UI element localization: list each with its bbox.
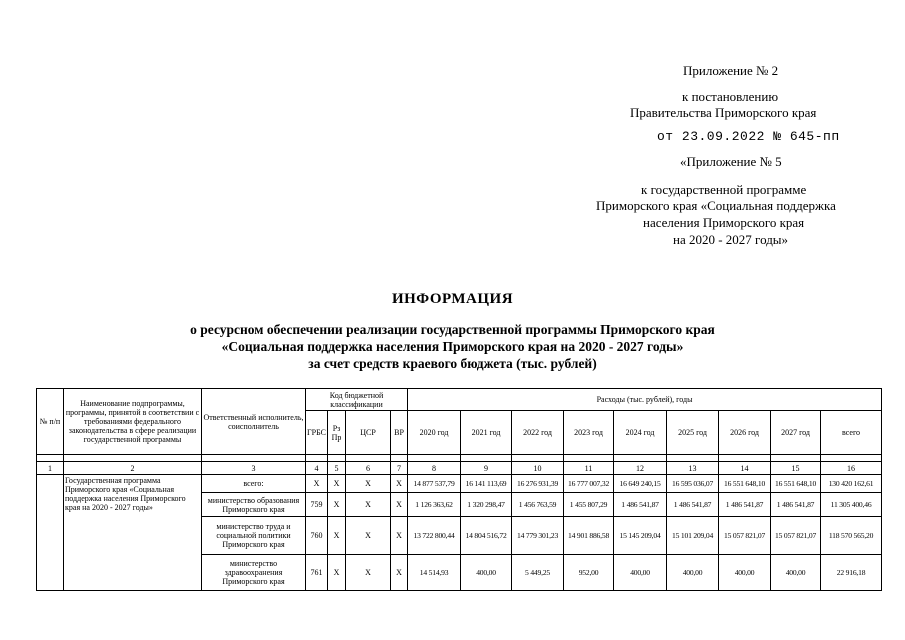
column-number: 7: [391, 462, 408, 475]
value-cell: 16 551 648,10: [771, 475, 821, 493]
spacer-row: [37, 455, 882, 462]
column-number: 5: [328, 462, 346, 475]
column-number: 11: [564, 462, 614, 475]
row-number-cell: [37, 475, 64, 591]
subtitle-line2: «Социальная поддержка населения Приморского края на 2020 - 2027 годы»: [221, 339, 684, 354]
program-name-line3: на 2020 - 2027 годы»: [673, 232, 789, 247]
col-header-name: Наименование подпрограммы, программы, принятой в соответствии с требованиями федерального законодательства в сфере реализации государственной программы: [64, 389, 202, 455]
column-number: 9: [461, 462, 512, 475]
value-cell: 400,00: [771, 555, 821, 591]
csr-cell: X: [346, 517, 391, 555]
resource-table: [36, 388, 882, 591]
value-cell: 1 456 763,59: [512, 493, 564, 517]
col-header-year: 2024 год: [614, 411, 667, 455]
government-label: Правительства Приморского края: [630, 105, 817, 120]
vr-cell: X: [391, 555, 408, 591]
total-cell: 11 305 400,46: [821, 493, 882, 517]
csr-cell: X: [346, 555, 391, 591]
value-cell: 14 804 516,72: [461, 517, 512, 555]
col-header-num: № п/п: [37, 389, 64, 455]
col-header-expenses: Расходы (тыс. рублей), годы: [408, 389, 882, 411]
vr-cell: X: [391, 493, 408, 517]
value-cell: 400,00: [461, 555, 512, 591]
value-cell: 1 455 807,29: [564, 493, 614, 517]
document-title: ИНФОРМАЦИЯ: [391, 291, 514, 307]
column-number: 10: [512, 462, 564, 475]
value-cell: 1 320 298,47: [461, 493, 512, 517]
appendix-quote-label: «Приложение № 5: [680, 154, 782, 169]
rzpr-cell: X: [328, 493, 346, 517]
executor-cell: министерство образования Приморского края: [202, 493, 306, 517]
value-cell: 400,00: [614, 555, 667, 591]
value-cell: 15 101 209,04: [667, 517, 719, 555]
rzpr-cell: X: [328, 475, 346, 493]
col-header-year: 2026 год: [719, 411, 771, 455]
total-cell: 22 916,18: [821, 555, 882, 591]
col-header-csr: ЦСР: [346, 411, 391, 455]
value-cell: 14 877 537,79: [408, 475, 461, 493]
rzpr-cell: X: [328, 517, 346, 555]
appendix-label: Приложение № 2: [683, 63, 779, 78]
col-header-code: Код бюджетной классификации: [306, 389, 408, 411]
grbs-cell: 761: [306, 555, 328, 591]
value-cell: 1 486 541,87: [614, 493, 667, 517]
vr-cell: X: [391, 475, 408, 493]
column-number: 13: [667, 462, 719, 475]
executor-cell: министерство труда и социальной политики Приморского края: [202, 517, 306, 555]
col-header-year: 2020 год: [408, 411, 461, 455]
value-cell: 14 779 301,23: [512, 517, 564, 555]
rzpr-cell: X: [328, 555, 346, 591]
total-cell: 130 420 162,61: [821, 475, 882, 493]
value-cell: 1 486 541,87: [771, 493, 821, 517]
column-number: 14: [719, 462, 771, 475]
header-row-1: [37, 389, 882, 411]
column-number: 6: [346, 462, 391, 475]
column-number: 3: [202, 462, 306, 475]
value-cell: 15 145 209,04: [614, 517, 667, 555]
value-cell: 16 276 931,39: [512, 475, 564, 493]
grbs-cell: 759: [306, 493, 328, 517]
value-cell: 13 722 800,44: [408, 517, 461, 555]
col-header-year: 2025 год: [667, 411, 719, 455]
value-cell: 16 649 240,15: [614, 475, 667, 493]
value-cell: 14 514,93: [408, 555, 461, 591]
value-cell: 16 777 007,32: [564, 475, 614, 493]
subtitle-line3: за счет средств краевого бюджета (тыс. рублей): [308, 356, 597, 371]
column-number: 16: [821, 462, 882, 475]
resolution-label: к постановлению: [682, 89, 779, 104]
csr-cell: X: [346, 493, 391, 517]
date-number: от 23.09.2022 № 645-пп: [657, 129, 840, 144]
table-row: [37, 475, 882, 493]
column-number: 2: [64, 462, 202, 475]
col-header-year: 2027 год: [771, 411, 821, 455]
col-header-vr: ВР: [391, 411, 408, 455]
value-cell: 16 551 648,10: [719, 475, 771, 493]
col-header-rzpr: Рз Пр: [328, 411, 346, 455]
value-cell: 16 595 036,07: [667, 475, 719, 493]
value-cell: 1 486 541,87: [667, 493, 719, 517]
column-number: 8: [408, 462, 461, 475]
program-name-line2: населения Приморского края: [643, 215, 805, 230]
value-cell: 5 449,25: [512, 555, 564, 591]
csr-cell: X: [346, 475, 391, 493]
column-number: 4: [306, 462, 328, 475]
grbs-cell: 760: [306, 517, 328, 555]
value-cell: 400,00: [719, 555, 771, 591]
value-cell: 1 126 363,62: [408, 493, 461, 517]
total-cell: 118 570 565,20: [821, 517, 882, 555]
column-number: 12: [614, 462, 667, 475]
col-header-grbs: ГРБС: [306, 411, 328, 455]
col-header-year: 2022 год: [512, 411, 564, 455]
grbs-cell: X: [306, 475, 328, 493]
col-header-exec: Ответственный исполнитель, соисполнитель: [202, 389, 306, 455]
vr-cell: X: [391, 517, 408, 555]
program-name-line1: Приморского края «Социальная поддержка: [596, 198, 836, 213]
value-cell: 952,00: [564, 555, 614, 591]
executor-cell: всего:: [202, 475, 306, 493]
program-ref-line: к государственной программе: [641, 182, 807, 197]
value-cell: 15 057 821,07: [719, 517, 771, 555]
column-number: 1: [37, 462, 64, 475]
value-cell: 16 141 113,69: [461, 475, 512, 493]
col-header-year: 2023 год: [564, 411, 614, 455]
column-number: 15: [771, 462, 821, 475]
executor-cell: министерство здравоохранения Приморского края: [202, 555, 306, 591]
value-cell: 400,00: [667, 555, 719, 591]
program-name-cell: Государственная программа Приморского края «Социальная поддержка населения Приморского края на 2020 - 2027 годы»: [64, 475, 202, 591]
value-cell: 1 486 541,87: [719, 493, 771, 517]
value-cell: 14 901 886,58: [564, 517, 614, 555]
col-header-year: 2021 год: [461, 411, 512, 455]
column-number-row: [37, 462, 882, 475]
col-header-total: всего: [821, 411, 882, 455]
subtitle-line1: о ресурсном обеспечении реализации государственной программы Приморского края: [190, 322, 715, 337]
value-cell: 15 057 821,07: [771, 517, 821, 555]
